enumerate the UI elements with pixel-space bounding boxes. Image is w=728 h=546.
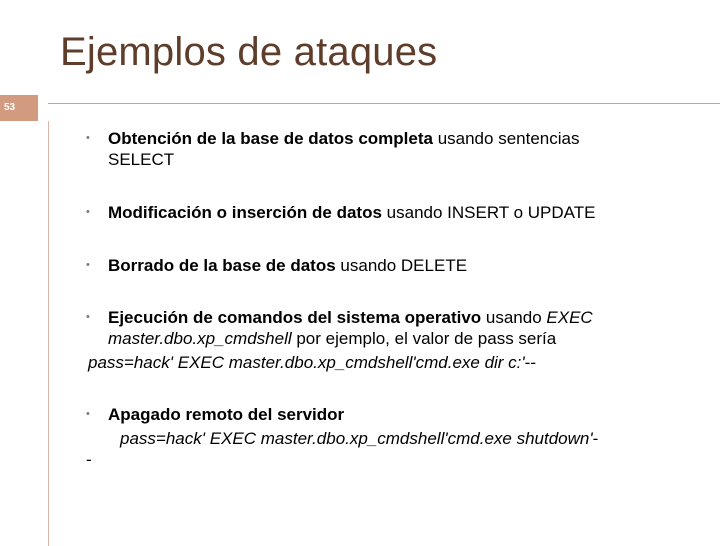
item-bold-text: Obtención de la base de datos completa [108, 129, 433, 148]
list-item [86, 202, 716, 223]
item-italic-text: pass=hack' EXEC master.dbo.xp_cmdshell'cmd.exe dir c:' [88, 353, 525, 372]
item-continuation-dash: - [86, 450, 92, 469]
item-text-line2 [108, 328, 716, 349]
bullet-icon: • [86, 259, 90, 271]
item-text-line2: SELECT [108, 150, 175, 169]
bullet-icon: • [86, 132, 90, 144]
list-item [86, 128, 716, 170]
item-italic-text: pass=hack' EXEC master.dbo.xp_cmdshell'cmd.exe shutdown' [120, 429, 593, 448]
item-bold-text: Modificación o inserción de datos [108, 203, 382, 222]
item-continuation [120, 428, 716, 449]
item-text: -- [524, 353, 536, 372]
item-bold-text: Apagado remoto del servidor [108, 405, 345, 424]
item-italic-text: master.dbo.xp_cmdshell [108, 329, 292, 348]
title-divider [48, 103, 720, 104]
item-bold-text: Ejecución de comandos del sistema operativo [108, 308, 482, 327]
item-text: usando INSERT o UPDATE [381, 203, 596, 222]
list-item [86, 307, 716, 349]
item-continuation [88, 352, 716, 373]
page-number-badge: 53 [0, 95, 40, 121]
item-text: usando sentencias [432, 129, 580, 148]
item-text: por ejemplo, el valor de pass sería [291, 329, 557, 348]
item-text: usando [481, 308, 547, 327]
item-italic-text: EXEC [546, 308, 593, 327]
item-text: - [592, 429, 599, 448]
bullet-list [86, 128, 716, 470]
list-item [86, 255, 716, 276]
item-text: usando DELETE [335, 256, 468, 275]
bullet-icon: • [86, 311, 90, 323]
bullet-icon: • [86, 206, 90, 218]
item-bold-text: Borrado de la base de datos [108, 256, 336, 275]
bullet-icon: • [86, 408, 90, 420]
list-item [86, 404, 716, 425]
slide-title: Ejemplos de ataques [60, 30, 438, 74]
left-border-line [48, 121, 49, 546]
